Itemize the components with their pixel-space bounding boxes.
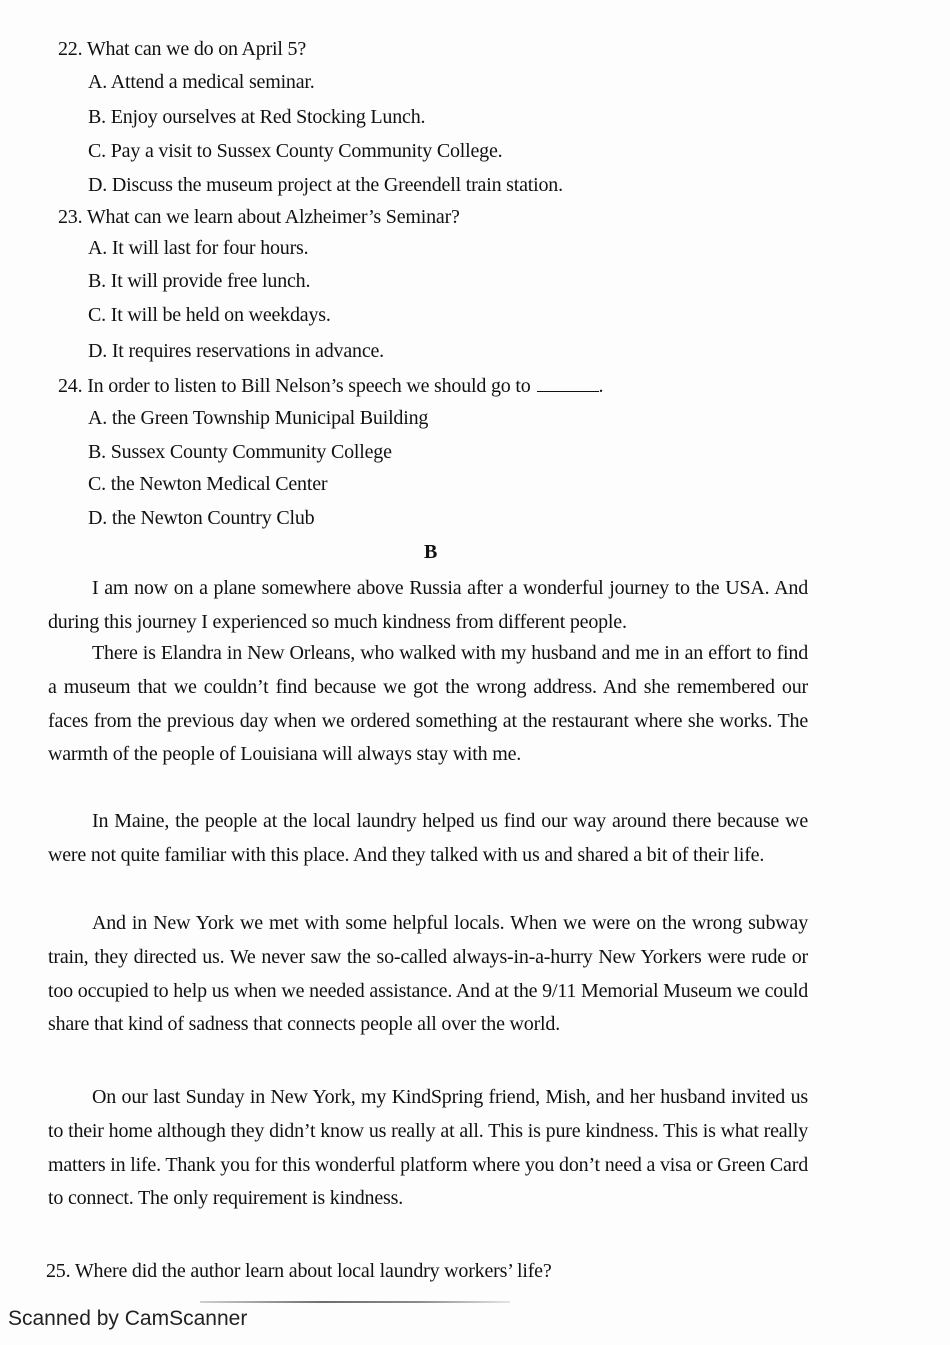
question-24-stem: 24. In order to listen to Bill Nelson’s speech we should go to (58, 375, 531, 397)
question-24-stem-suffix: . (598, 375, 604, 397)
passage-paragraph-3: In Maine, the people at the local laundry helped us find our way around there because we were not quite familiar with this place. And they talked with us and shared a bit of their life. (48, 810, 808, 866)
question-22-stem: 22. What can we do on April 5? (58, 38, 307, 60)
passage-paragraph-2: There is Elandra in New Orleans, who walked with my husband and me in an effort to find a museum that we couldn’t find because we got the wrong address. And she remembered our faces from the previous day when we ordered something at the restaurant where she works. The warmth of the people of Louisiana will always stay with me. (48, 642, 808, 766)
question-24-stem-line (58, 373, 603, 399)
question-22-option-a: A. Attend a medical seminar. (88, 71, 315, 93)
passage-paragraph-4: And in New York we met with some helpful locals. When we were on the wrong subway train, they directed us. We never saw the so-called always-in-a-hurry New Yorkers were rude or too occupied to help us when we needed assistance. And at the 9/11 Memorial Museum we could share that kind of sadness that connects people all over the world. (48, 912, 808, 1036)
passage-paragraph-1: I am now on a plane somewhere above Russia after a wonderful journey to the USA. And during this journey I experienced so much kindness from different people. (48, 577, 808, 633)
question-24-option-a: A. the Green Township Municipal Building (88, 407, 429, 429)
question-24-option-c: C. the Newton Medical Center (88, 473, 328, 495)
question-23-stem: 23. What can we learn about Alzheimer’s Seminar? (58, 206, 460, 228)
question-22-option-d: D. Discuss the museum project at the Greendell train station. (88, 174, 563, 196)
question-23-option-d: D. It requires reservations in advance. (88, 340, 384, 362)
question-24-option-d: D. the Newton Country Club (88, 507, 315, 529)
question-22-option-c: C. Pay a visit to Sussex County Community College. (88, 140, 503, 162)
question-25-stem: 25. Where did the author learn about local laundry workers’ life? (46, 1260, 552, 1282)
section-heading: B (424, 541, 438, 563)
question-24-option-b: B. Sussex County Community College (88, 441, 392, 463)
question-22-option-b: B. Enjoy ourselves at Red Stocking Lunch. (88, 106, 426, 128)
question-23-option-a: A. It will last for four hours. (88, 237, 309, 259)
page-bottom-rule (200, 1301, 510, 1303)
passage-paragraph-5: On our last Sunday in New York, my KindSpring friend, Mish, and her husband invited us to their home although they didn’t know us really at all. This is pure kindness. This is what really matters in life. Thank you for this wonderful platform where you don’t need a visa or Green Card to connect. The only requirement is kindness. (48, 1086, 808, 1210)
question-23-option-b: B. It will provide free lunch. (88, 270, 311, 292)
answer-blank (537, 375, 599, 392)
scanner-watermark: Scanned by CamScanner (8, 1307, 248, 1330)
question-23-option-c: C. It will be held on weekdays. (88, 304, 331, 326)
